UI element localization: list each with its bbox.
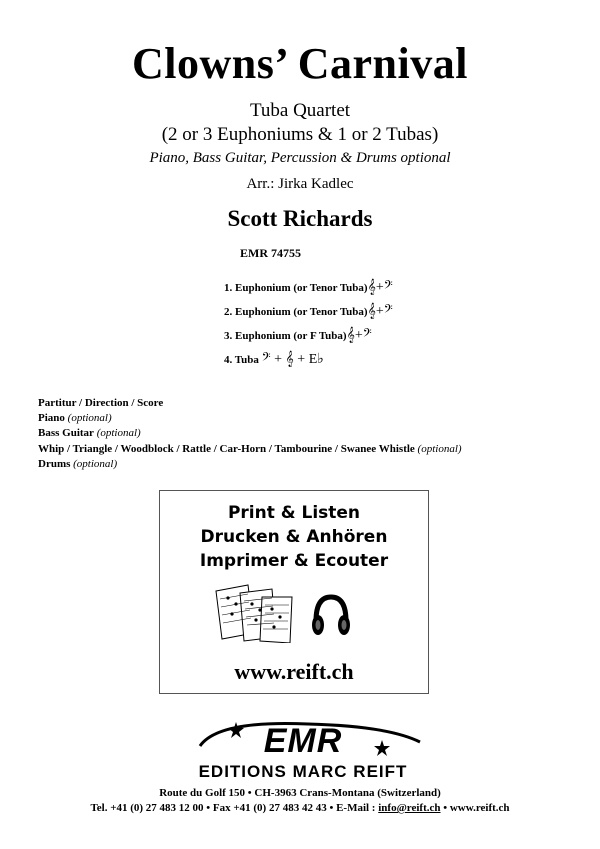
list-item: Whip / Triangle / Woodblock / Rattle / Car-Horn / Tambourine / Swanee Whistle (optional) bbox=[38, 442, 462, 455]
logo-wordmark: EMR bbox=[263, 722, 343, 760]
publisher-logo bbox=[158, 718, 448, 790]
optional-instruments-line: Piano, Bass Guitar, Percussion & Drums optional bbox=[149, 150, 451, 166]
list-item: Partitur / Direction / Score bbox=[38, 397, 164, 409]
part-label: 4. Tuba bbox=[224, 354, 259, 366]
part-label: 2. Euphonium (or Tenor Tuba) bbox=[224, 306, 368, 318]
address-line: Route du Golf 150 • CH-3963 Crans-Montana (Switzerland) bbox=[159, 787, 441, 799]
part-row bbox=[224, 350, 393, 374]
list-item: Bass Guitar (optional) bbox=[38, 427, 141, 440]
clef-icon: 𝄞+𝄢 bbox=[367, 280, 393, 295]
instrumentation-line: (2 or 3 Euphoniums & 1 or 2 Tubas) bbox=[161, 124, 439, 145]
part-label: 1. Euphonium (or Tenor Tuba) bbox=[224, 282, 368, 294]
list-item: Drums (optional) bbox=[38, 457, 118, 470]
headphones-icon bbox=[308, 591, 354, 639]
part-row bbox=[224, 302, 393, 326]
publisher-address bbox=[0, 786, 600, 816]
promo-line-3: Imprimer & Ecouter bbox=[199, 551, 389, 571]
clef-icon: 𝄞+𝄢 bbox=[367, 304, 393, 319]
page-title: Clowns’ Carnival bbox=[132, 39, 468, 88]
print-listen-box bbox=[159, 490, 429, 694]
email-link[interactable]: info@reift.ch bbox=[378, 802, 441, 814]
promo-line-2: Drucken & Anhören bbox=[200, 527, 388, 547]
part-row bbox=[224, 278, 393, 302]
parts-list bbox=[224, 278, 393, 374]
clef-icon: 𝄞+𝄢 bbox=[346, 328, 372, 343]
clef-icon: 𝄢 + 𝄞 + E♭ bbox=[261, 352, 324, 367]
list-item: Piano (optional) bbox=[38, 412, 112, 425]
contact-line: Tel. +41 (0) 27 483 12 00 • Fax +41 (0) 27 483 42 43 • E-Mail : info@reift.ch • www.reift.ch bbox=[90, 802, 510, 814]
part-label: 3. Euphonium (or F Tuba) bbox=[224, 330, 347, 342]
publisher-name: EDITIONS MARC REIFT bbox=[198, 762, 408, 781]
part-row bbox=[224, 326, 393, 350]
composer-name: Scott Richards bbox=[227, 206, 373, 231]
sheet-music-icon bbox=[210, 583, 300, 643]
ensemble-subtitle: Tuba Quartet bbox=[249, 100, 351, 121]
arranger-line: Arr.: Jirka Kadlec bbox=[246, 176, 354, 192]
website-url: www.reift.ch bbox=[234, 659, 354, 684]
catalog-number: EMR 74755 bbox=[240, 246, 301, 260]
promo-line-1: Print & Listen bbox=[227, 503, 361, 523]
score-contents-list bbox=[38, 396, 462, 472]
